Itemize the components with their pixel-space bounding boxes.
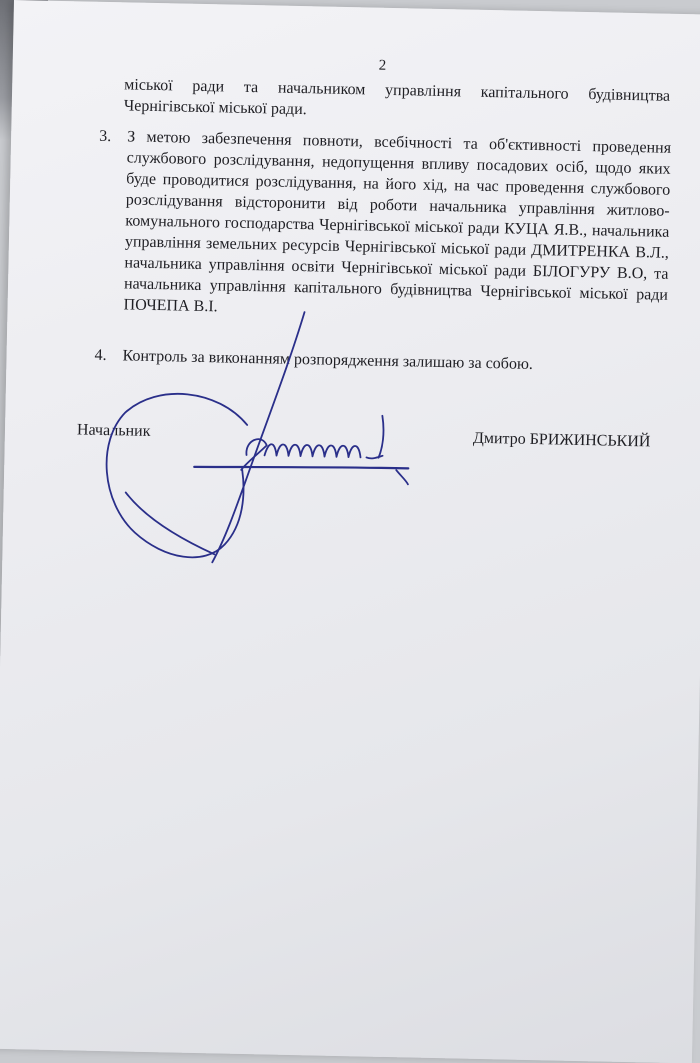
list-item: [95, 126, 671, 327]
list-item-number: 3.: [98, 127, 112, 146]
list-item-number: 4.: [94, 346, 107, 365]
handwritten-signature: [94, 302, 430, 579]
list-item-text: Контроль за виконанням розпорядження залишаю за собою.: [122, 347, 534, 373]
signatory-name: Дмитро БРИЖИНСЬКИЙ: [472, 429, 651, 451]
page-number: 2: [378, 57, 387, 74]
continuation-paragraph: міської ради та начальником управління капітального будівництва Чернігівської міської ради.: [123, 76, 671, 119]
signatory-position: Начальник: [76, 421, 151, 440]
list-item-text: З метою забезпечення повноти, всебічності та об'єктивності проведення службового розслідування, недопущення впливу посадових осіб, щодо яких буде проводитися розслідування, на його хід, на час проведення службового розслідування відсторонити від роботи начальника управління житлово-комунального господарства Чернігівської міської ради КУЦА Я.В., начальника управління земельних ресурсів Чернігівської міської ради ДМИТРЕНКА В.Л., начальника управління освіти Чернігівської міської ради БІЛОГУРУ В.О, та начальника управління капітального будівництва Чернігівської міської ради ПОЧЕПА В.І.: [123, 128, 672, 316]
